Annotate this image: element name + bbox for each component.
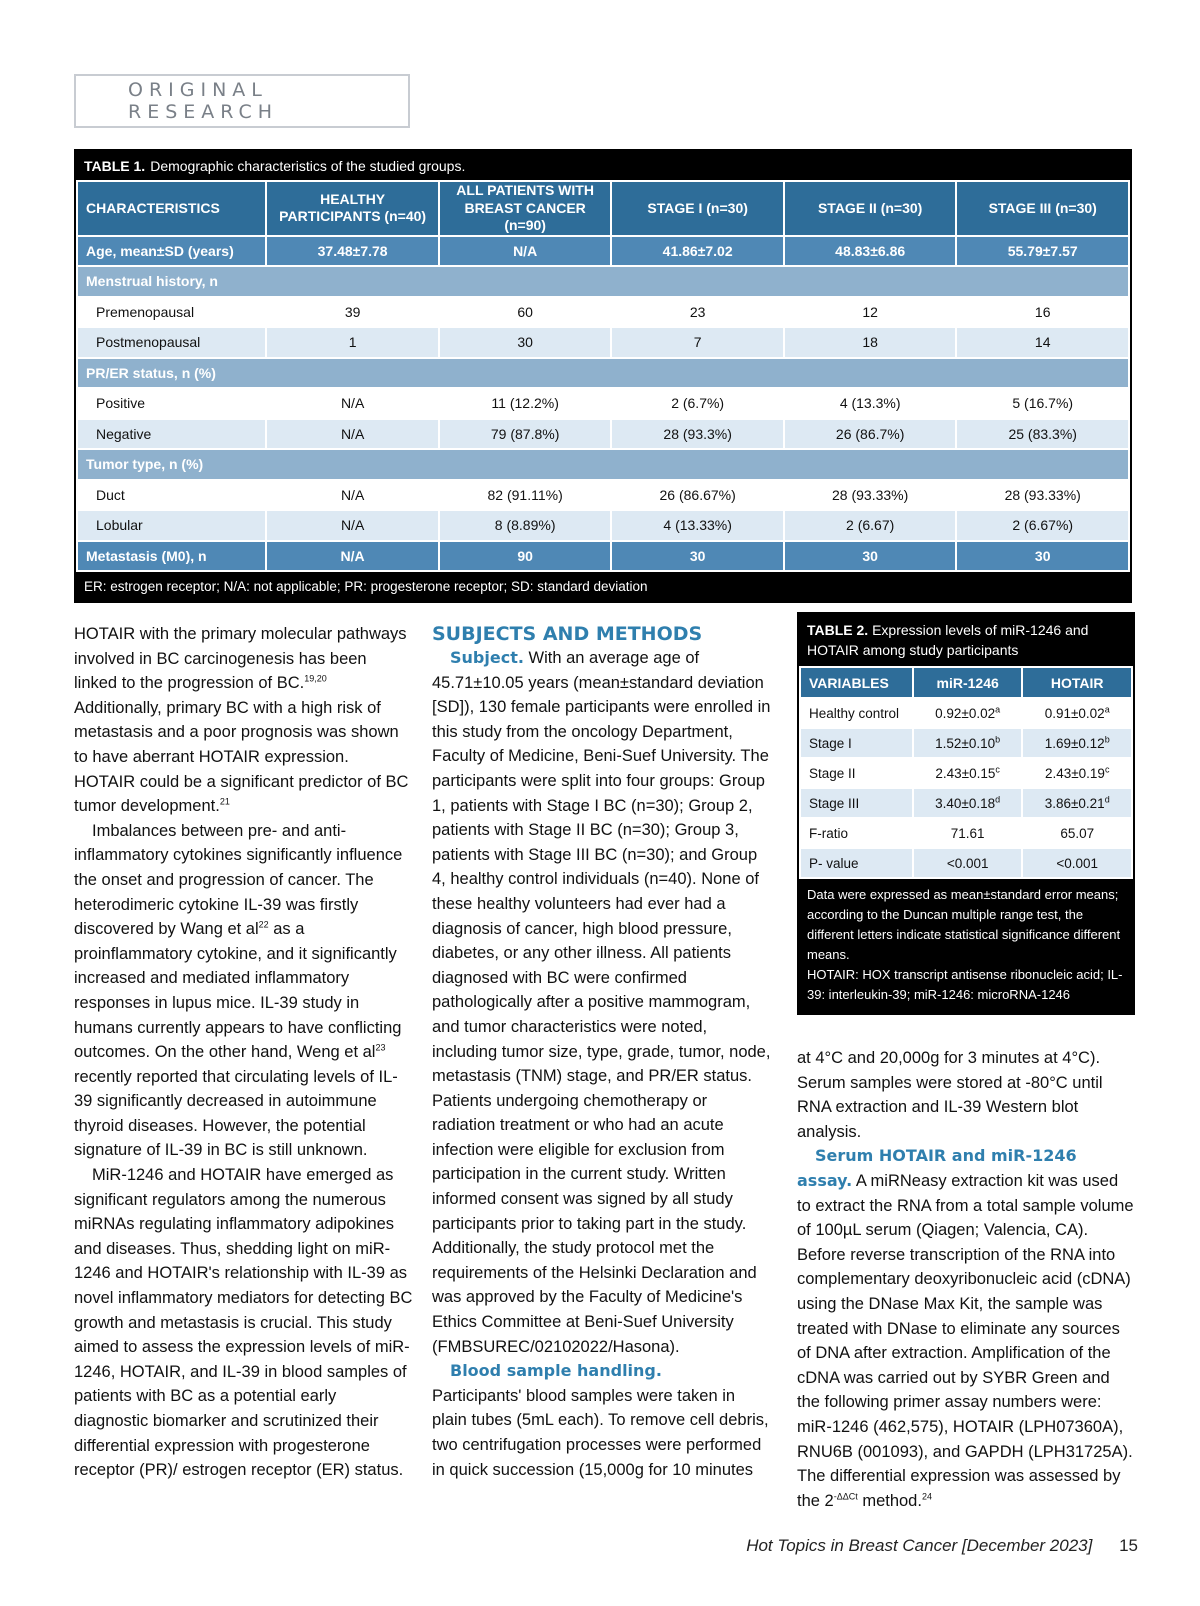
table-1-cell: 4 (13.3%) [784,388,957,419]
paragraph: at 4°C and 20,000g for 3 minutes at 4°C). Serum samples were stored at -80°C until RNA extraction and IL-39 Western blot analysis. [797,1049,1103,1141]
table-1-header: HEALTHY PARTICIPANTS (n=40) [266,181,439,236]
table-1-grid [76,180,1130,572]
table-1-row [77,510,1129,541]
table-1-cell: N/A [439,236,612,267]
table-1-row [77,297,1129,328]
table-1-cell: 25 (83.3%) [956,419,1129,450]
section-heading: SUBJECTS AND METHODS [432,623,703,645]
table-1-row [77,388,1129,419]
table-1-cell: 28 (93.3%) [611,419,784,450]
table-1-row-label: Negative [77,419,266,450]
table-1-cell: 23 [611,297,784,328]
section-label: ORIGINAL RESEARCH [74,74,410,128]
table-1-row [77,419,1129,450]
table-1-row [77,266,1129,297]
table-1-cell: N/A [266,480,439,511]
table-1-cell: N/A [266,541,439,572]
table-1-cell: 5 (16.7%) [956,388,1129,419]
table-2-cell: 2.43±0.19$^c$ [1022,758,1132,788]
table-2-row [800,758,1132,788]
table-1-cell: N/A [266,510,439,541]
subheading: Serum HOTAIR and miR-1246 assay. [797,1146,1077,1190]
table-2-header: HOTAIR [1022,667,1132,698]
table-1-cell: 55.79±7.57 [956,236,1129,267]
table-1-cell: 37.48±7.78 [266,236,439,267]
subheading: Blood sample handling. [450,1361,662,1381]
table-1-caption [76,151,1130,180]
table-1-row-label: Duct [77,480,266,511]
page-footer [746,1536,1138,1556]
table-2-header-row [800,667,1132,698]
table-1-cell: 79 (87.8%) [439,419,612,450]
table-2-row-label: Stage I [800,728,913,758]
table-1-row-label: Lobular [77,510,266,541]
table-2-header: miR-1246 [913,667,1023,698]
table-1-header: STAGE I (n=30) [611,181,784,236]
table-1-header: CHARACTERISTICS [77,181,266,236]
journal-name: Hot Topics in Breast Cancer [December 2023] [746,1536,1093,1555]
table-1-caption-label: TABLE 1. [84,157,146,174]
table-1-cell: 2 (6.7%) [611,388,784,419]
table-2-cell: 0.91±0.02$^a$ [1022,698,1132,728]
table-1-section-label: PR/ER status, n (%) [77,358,1129,389]
table-1-cell: 30 [439,327,612,358]
table-2-cell: 3.86±0.21$^d$ [1022,788,1132,818]
table-1-body [77,236,1129,572]
table-1-row-label: Age, mean±SD (years) [77,236,266,267]
table-1-cell: 30 [784,541,957,572]
table-1-cell: N/A [266,419,439,450]
table-2-row [800,698,1132,728]
table-2-footnote-line: HOTAIR: HOX transcript antisense ribonucleic acid; IL-39: interleukin-39; miR-1246: microRNA-1246 [807,967,1123,1002]
table-1-cell: 26 (86.67%) [611,480,784,511]
table-2-caption-text: Expression levels of miR-1246 and HOTAIR among study participants [807,622,1089,658]
table-2-row-label: Stage II [800,758,913,788]
table-1-cell: 18 [784,327,957,358]
table-1 [74,149,1132,603]
table-2-cell: 71.61 [913,818,1023,848]
text-column-right [797,1046,1135,1513]
paragraph: Serum HOTAIR and miR-1246 assay. A miRNeasy extraction kit was used to extract the RNA from a total sample volume of 100µL serum (Qiagen; Valencia, CA). Before reverse transcription of the RNA into complementary deoxyribonucleic acid (cDNA) using the DNase Max Kit, the sample was treated with DNase to eliminate any sources of DNA after extraction. Amplification of the cDNA was carried out by SYBR Green and the following primer assay numbers were: miR-1246 (462,575), HOTAIR (LPH07360A), RNU6B (001093), and GAPDH (LPH31725A). The differential expression was assessed by the $2^{-\Delta\Delta Ct}$ method.$^{24}$ [797,1146,1134,1510]
table-2-cell: <0.001 [1022,848,1132,878]
table-2-row [800,728,1132,758]
paragraph: Participants' blood samples were taken in plain tubes (5mL each). To remove cell debris, two centrifugation processes were performed in quick succession (15,000g for 10 minutes [432,1386,769,1479]
table-1-cell: 26 (86.7%) [784,419,957,450]
table-1-row [77,449,1129,480]
subheading: Subject. [450,648,524,667]
paragraph: Imbalances between pre- and anti-inflammatory cytokines significantly influence the onset and progression of cancer. The heterodimeric cytokine IL-39 was firstly discovered by Wang et $al^{22}$ as a proinflammatory cytokine, and it significantly increased and mediated inflammatory responses in lupus mice. IL-39 study in humans currently appears to have conflicting outcomes. On the other hand, Weng et $al^{23}$ recently reported that circulating levels of IL-39 significantly decreased in autoimmune thyroid diseases. However, the potential signature of IL-39 in BC is still unknown. [74,821,403,1160]
table-1-section-label: Tumor type, n (%) [77,449,1129,480]
table-1-section-label: Menstrual history, n [77,266,1129,297]
table-1-footnote: ER: estrogen receptor; N/A: not applicable; PR: progesterone receptor; SD: standard deviation [84,579,648,594]
paragraph: Subject. With an average age of 45.71±10.05 years (mean±standard deviation [SD]), 130 female participants were enrolled in this study from the oncology Department, Faculty of Medicine, Beni-Suef University. The participants were split into four groups: Group 1, patients with Stage I BC (n=30); Group 2, patients with Stage II BC (n=30); Group 3, patients with Stage III BC (n=30); and Group 4, healthy control individuals (n=40). None of these healthy volunteers had ever had a diagnosis of cancer, high blood pressure, diabetes, or any other illness. All patients diagnosed with BC were confirmed pathologically after a positive mammogram, and tumor characteristics were noted, including tumor size, type, grade, tumor, node, metastasis (TNM) stage, and PR/ER status. Patients undergoing chemotherapy or radiation treatment or who had an acute infection were eligible for exclusion from participation in the current study. Written informed consent was signed by all study participants prior to taking part in the study. Additionally, the study protocol met the requirements of the Helsinki Declaration and was approved by the Faculty of Medicine's Ethics Committee at Beni-Suef University (FMBSUREC/02102022/Hasona). [432,648,771,1356]
table-2-cell: 1.52±0.10$^b$ [913,728,1023,758]
table-1-row [77,358,1129,389]
table-2-footnote-line: Data were expressed as mean±standard error means; according to the Duncan multiple range test, the different letters indicate statistical significance different means. [807,887,1121,962]
table-2-grid [799,666,1133,879]
table-2-body [800,698,1132,878]
table-2-row-label: Stage III [800,788,913,818]
table-2-cell: 2.43±0.15$^c$ [913,758,1023,788]
paragraph-heading [432,1359,772,1384]
page-number: 15 [1119,1536,1138,1555]
paragraph: HOTAIR with the primary molecular pathways involved in BC carcinogenesis has been linked to the progression of BC.$^{19,20}$ Additionally, primary BC with a high risk of metastasis and a poor prognosis was shown to have aberrant HOTAIR expression. HOTAIR could be a significant predictor of BC tumor development.$^{21}$ [74,625,409,816]
table-1-row [77,327,1129,358]
table-1-cell: 11 (12.2%) [439,388,612,419]
table-1-cell: 41.86±7.02 [611,236,784,267]
table-1-cell: 4 (13.33%) [611,510,784,541]
table-2-cell: 0.92±0.02$^a$ [913,698,1023,728]
table-2-row-label: F-ratio [800,818,913,848]
table-2-footnote [799,879,1133,1013]
table-1-cell: 2 (6.67) [784,510,957,541]
table-1-cell: 48.83±6.86 [784,236,957,267]
table-1-cell: 60 [439,297,612,328]
table-1-row-label: Postmenopausal [77,327,266,358]
table-2-cell: 3.40±0.18$^d$ [913,788,1023,818]
table-1-cell: 14 [956,327,1129,358]
table-1-cell: 30 [956,541,1129,572]
table-2-row [800,818,1132,848]
table-1-cell: 12 [784,297,957,328]
table-1-cell: 2 (6.67%) [956,510,1129,541]
table-1-cell: N/A [266,388,439,419]
table-2-cell: <0.001 [913,848,1023,878]
table-2-row-label: P- value [800,848,913,878]
table-1-header-row [77,181,1129,236]
table-1-cell: 16 [956,297,1129,328]
table-1-cell: 90 [439,541,612,572]
table-1-cell: 39 [266,297,439,328]
table-1-caption-text: Demographic characteristics of the studied groups. [150,157,466,174]
table-1-row [77,541,1129,572]
table-1-cell: 28 (93.33%) [784,480,957,511]
table-2-row-label: Healthy control [800,698,913,728]
table-1-header: STAGE III (n=30) [956,181,1129,236]
table-2-cell: 65.07 [1022,818,1132,848]
table-1-header: ALL PATIENTS WITH BREAST CANCER (n=90) [439,181,612,236]
table-1-cell: 8 (8.89%) [439,510,612,541]
text-column-middle [432,622,772,1482]
table-2-row [800,788,1132,818]
table-2-header: VARIABLES [800,667,913,698]
table-2-caption-label: TABLE 2. [807,622,869,638]
table-2 [797,612,1135,1015]
table-2-caption [799,614,1133,666]
text-column-left [74,622,414,1483]
paragraph: MiR-1246 and HOTAIR have emerged as significant regulators among the numerous miRNAs regulating inflammatory adipokines and diseases. Thus, shedding light on miR-1246 and HOTAIR's relationship with IL-39 as novel inflammatory mediators for detecting BC growth and metastasis is crucial. This study aimed to assess the expression levels of miR-1246, HOTAIR, and IL-39 in blood samples of patients with BC as a potential early diagnostic biomarker and scrutinized their differential expression with progesterone receptor (PR)/ estrogen receptor (ER) status. [74,1166,413,1480]
table-1-row [77,480,1129,511]
table-1-row-label: Premenopausal [77,297,266,328]
table-1-row-label: Metastasis (M0), n [77,541,266,572]
table-1-header: STAGE II (n=30) [784,181,957,236]
table-2-cell: 1.69±0.12$^b$ [1022,728,1132,758]
table-1-cell: 30 [611,541,784,572]
table-1-cell: 28 (93.33%) [956,480,1129,511]
table-1-cell: 82 (91.11%) [439,480,612,511]
table-1-row-label: Positive [77,388,266,419]
table-1-cell: 1 [266,327,439,358]
table-1-cell: 7 [611,327,784,358]
table-1-row [77,236,1129,267]
table-2-row [800,848,1132,878]
